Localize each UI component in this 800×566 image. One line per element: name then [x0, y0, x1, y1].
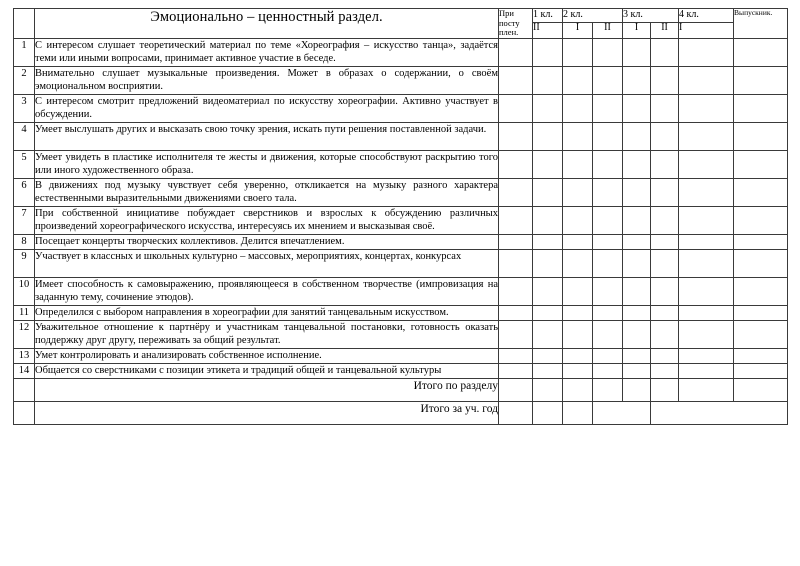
mark-cell-grade4-i[interactable]: [679, 249, 734, 277]
mark-cell-grade1-ii[interactable]: [533, 206, 563, 234]
mark-cell-grade2-i[interactable]: [563, 249, 593, 277]
row-number: 4: [14, 122, 35, 150]
mark-cell-entry[interactable]: [499, 66, 533, 94]
mark-cell-entry[interactable]: [499, 94, 533, 122]
mark-cell-graduate[interactable]: [734, 348, 788, 363]
criterion-text: Определился с выбором направления в хореографии для занятий танцевальным искусством.: [35, 305, 499, 320]
row-number: 11: [14, 305, 35, 320]
mark-cell-grade3-i[interactable]: [623, 249, 651, 277]
mark-cell-graduate[interactable]: [734, 122, 788, 150]
mark-cell-grade4-i[interactable]: [679, 277, 734, 305]
table-row: [14, 150, 788, 178]
header-grade-4: 4 кл.: [679, 9, 734, 23]
mark-cell-grade3-ii[interactable]: [651, 206, 679, 234]
row-number: 7: [14, 206, 35, 234]
mark-cell-grade3-ii[interactable]: [651, 348, 679, 363]
criterion-text: Уважительное отношение к партнёру и участникам танцевальной постановки, готовность оказать поддержку друг другу, переживать за общий результат.: [35, 320, 499, 348]
mark-cell-graduate[interactable]: [734, 206, 788, 234]
mark-cell-grade2-i[interactable]: [563, 378, 593, 401]
row-number: 9: [14, 249, 35, 277]
mark-cell-grade2-ii[interactable]: [593, 122, 623, 150]
mark-cell-graduate[interactable]: [734, 378, 788, 401]
table-row: [14, 348, 788, 363]
mark-cell-entry[interactable]: [499, 122, 533, 150]
assessment-table: [13, 8, 788, 425]
mark-cell-grade3-i[interactable]: [623, 320, 651, 348]
header-entry-label: При посту плен.: [499, 9, 533, 39]
mark-cell-entry[interactable]: [499, 150, 533, 178]
mark-cell-grade2-i[interactable]: [563, 401, 593, 424]
mark-cell-entry[interactable]: [499, 305, 533, 320]
mark-cell-grade2-i[interactable]: [563, 66, 593, 94]
mark-cell-grade3-i[interactable]: [623, 178, 651, 206]
mark-cell-grade2-i[interactable]: [563, 94, 593, 122]
mark-cell-grade1-ii[interactable]: [533, 305, 563, 320]
row-number: 6: [14, 178, 35, 206]
mark-cell-grade1-ii[interactable]: [533, 348, 563, 363]
mark-cell-grade3-i[interactable]: [623, 94, 651, 122]
mark-cell-grade2-i[interactable]: [563, 277, 593, 305]
mark-cell-grade1-ii[interactable]: [533, 122, 563, 150]
mark-cell-grade4-i[interactable]: [679, 320, 734, 348]
mark-cell-grade3-ii[interactable]: [651, 234, 679, 249]
criterion-text: С интересом смотрит предложений видеоматериал по искусству хореографии. Активно участвует в обсуждении.: [35, 94, 499, 122]
mark-cell-grade4-i[interactable]: [679, 363, 734, 378]
mark-cell-grade2-i[interactable]: [563, 348, 593, 363]
mark-cell-grade3-i[interactable]: [623, 38, 651, 66]
mark-cell-entry[interactable]: [499, 363, 533, 378]
mark-cell-grade2-ii[interactable]: [593, 206, 623, 234]
mark-cell-grade3-i[interactable]: [623, 363, 651, 378]
criterion-text: Умеет увидеть в пластике исполнителя те жесты и движения, которые способствуют раскрытию того или иного художественного образа.: [35, 150, 499, 178]
mark-cell-grade1-ii[interactable]: [533, 401, 563, 424]
table-row: [14, 249, 788, 277]
mark-cell-grade1-ii[interactable]: [533, 320, 563, 348]
table-row: [14, 66, 788, 94]
criterion-text: Внимательно слушает музыкальные произведения. Может в образах о содержании, о своём эмоциональном восприятии.: [35, 66, 499, 94]
mark-cell-grade3-i[interactable]: [623, 305, 651, 320]
row-number: 13: [14, 348, 35, 363]
total-row-number: [14, 378, 35, 401]
mark-cell-entry[interactable]: [499, 38, 533, 66]
header-graduate: Выпускник.: [734, 9, 788, 39]
table-row: [14, 206, 788, 234]
criterion-text: Посещает концерты творческих коллективов. Делится впечатлением.: [35, 234, 499, 249]
mark-cell-grade2-i[interactable]: [563, 234, 593, 249]
total-row-number: [14, 401, 35, 424]
row-number: 5: [14, 150, 35, 178]
mark-cell-grade1-ii[interactable]: [533, 150, 563, 178]
mark-cell-grade2-i[interactable]: [563, 206, 593, 234]
criterion-text: При собственной инициативе побуждает сверстников и взрослых к обсуждению различных произведений хореографического искусства, интересуясь их мнением и высказывая своё.: [35, 206, 499, 234]
mark-cell-grade3-ii[interactable]: [651, 66, 679, 94]
mark-cell-graduate[interactable]: [734, 178, 788, 206]
header-grade-1: 1 кл.: [533, 9, 563, 23]
mark-cell-grade2-ii[interactable]: [593, 38, 623, 66]
mark-cell-grade2-ii[interactable]: [593, 348, 623, 363]
mark-cell-grade1-ii[interactable]: [533, 249, 563, 277]
mark-cell-graduate[interactable]: [734, 305, 788, 320]
mark-cell-grade2-i[interactable]: [563, 122, 593, 150]
header-number-corner: [14, 9, 35, 39]
header-grade-2: 2 кл.: [563, 9, 623, 23]
mark-cell-entry[interactable]: [499, 348, 533, 363]
table-row: [14, 178, 788, 206]
table-row: [14, 320, 788, 348]
header-semester-3kl-ii: II: [651, 22, 679, 38]
mark-cell-grade3-i[interactable]: [623, 122, 651, 150]
mark-cell-grade3-i[interactable]: [623, 150, 651, 178]
mark-cell-grade4-i[interactable]: [679, 38, 734, 66]
mark-cell-grade3-ii[interactable]: [651, 277, 679, 305]
mark-cell-grade3-i[interactable]: [623, 206, 651, 234]
mark-cell-graduate[interactable]: [734, 234, 788, 249]
mark-cell-entry[interactable]: [499, 378, 533, 401]
header-semester-1kl-ii: II: [533, 22, 563, 38]
mark-cell-grade3-i[interactable]: [623, 66, 651, 94]
mark-cell-grade2-ii[interactable]: [593, 94, 623, 122]
criterion-text: В движениях под музыку чувствует себя уверенно, откликается на музыку разного характера естественными выразительными движениями своего тала.: [35, 178, 499, 206]
mark-cell-grade2-ii[interactable]: [593, 378, 623, 401]
mark-cell-grade2-i[interactable]: [563, 363, 593, 378]
header-semester-2kl-ii: II: [593, 22, 623, 38]
mark-cell-grade3-ii[interactable]: [651, 150, 679, 178]
mark-cell-grade1-ii[interactable]: [533, 38, 563, 66]
mark-cell-grade4-i[interactable]: [679, 378, 734, 401]
mark-cell-grade2-ii[interactable]: [593, 363, 623, 378]
mark-cell-grade2-i[interactable]: [563, 305, 593, 320]
mark-cell-grade1-ii[interactable]: [533, 234, 563, 249]
mark-cell-grade1-ii[interactable]: [533, 378, 563, 401]
mark-cell-grade3-i[interactable]: [623, 378, 651, 401]
mark-cell-entry[interactable]: [499, 234, 533, 249]
mark-cell-grade4-i[interactable]: [679, 305, 734, 320]
mark-cell-grade3-i[interactable]: [623, 234, 651, 249]
mark-cell-grade3-ii[interactable]: [651, 320, 679, 348]
mark-cell-grade1-ii[interactable]: [533, 363, 563, 378]
mark-cell-grade2-ii[interactable]: [593, 234, 623, 249]
mark-cell-grade1-ii[interactable]: [533, 66, 563, 94]
header-semester-2kl-i: I: [563, 22, 593, 38]
total-label: Итого по разделу: [35, 378, 499, 401]
mark-cell-grade1-ii[interactable]: [533, 178, 563, 206]
mark-cell-grade3-ii[interactable]: [651, 122, 679, 150]
row-number: 2: [14, 66, 35, 94]
mark-cell-entry[interactable]: [499, 249, 533, 277]
mark-cell-grade4-i[interactable]: [679, 206, 734, 234]
mark-cell-grade3-ii[interactable]: [651, 378, 679, 401]
table-row: [14, 38, 788, 66]
mark-cell-graduate[interactable]: [734, 66, 788, 94]
table-row: [14, 305, 788, 320]
criterion-text: Общается со сверстниками с позиции этикета и традиций общей и танцевальной культуры: [35, 363, 499, 378]
total-row: [14, 401, 788, 424]
mark-cell-grade2-i[interactable]: [563, 150, 593, 178]
assessment-sheet: [13, 8, 787, 425]
mark-cell-entry[interactable]: [499, 178, 533, 206]
table-row: [14, 277, 788, 305]
mark-cell-grade2-i[interactable]: [563, 38, 593, 66]
mark-cell-entry[interactable]: [499, 277, 533, 305]
mark-cell-grade4-i[interactable]: [679, 348, 734, 363]
table-row: [14, 363, 788, 378]
mark-cell-grade2-ii[interactable]: [593, 150, 623, 178]
mark-cell-entry[interactable]: [499, 206, 533, 234]
mark-cell-grade4-i[interactable]: [679, 66, 734, 94]
row-number: 8: [14, 234, 35, 249]
mark-cell-grade2-ii[interactable]: [593, 178, 623, 206]
criterion-text: С интересом слушает теоретический материал по теме «Хореография – искусство танца», задаётся теми или иными вопросами, принимает активное участие в беседе.: [35, 38, 499, 66]
mark-cell-graduate[interactable]: [734, 94, 788, 122]
criterion-text: Умеет выслушать других и высказать свою точку зрения, искать пути решения поставленной задачи.: [35, 122, 499, 150]
row-number: 3: [14, 94, 35, 122]
mark-cell-grade3-i[interactable]: [623, 277, 651, 305]
mark-cell-graduate[interactable]: [734, 363, 788, 378]
mark-cell-grade2-i[interactable]: [563, 178, 593, 206]
mark-cell-grade2-ii[interactable]: [593, 66, 623, 94]
mark-cell-grade3-ii[interactable]: [651, 38, 679, 66]
mark-cell-grade4-i[interactable]: [679, 178, 734, 206]
total-label: Итого за уч. год: [35, 401, 499, 424]
row-number: 10: [14, 277, 35, 305]
row-number: 1: [14, 38, 35, 66]
mark-cell-grade3-ii[interactable]: [651, 363, 679, 378]
mark-cell-entry[interactable]: [499, 320, 533, 348]
row-number: 14: [14, 363, 35, 378]
mark-cell-graduate[interactable]: [734, 277, 788, 305]
mark-cell-grade-tail-merged[interactable]: [651, 401, 788, 424]
header-semester-3kl-i: I: [623, 22, 651, 38]
mark-cell-graduate[interactable]: [734, 320, 788, 348]
table-row: [14, 234, 788, 249]
criterion-text: Имеет способность к самовыражению, проявляющееся в собственном творчестве (импровизация на заданную тему, сочинение этюдов).: [35, 277, 499, 305]
mark-cell-grade3-ii[interactable]: [651, 94, 679, 122]
table-row: [14, 94, 788, 122]
total-row: [14, 378, 788, 401]
mark-cell-grade3-ii[interactable]: [651, 305, 679, 320]
mark-cell-grade2-i[interactable]: [563, 320, 593, 348]
mark-cell-grade2-ii[interactable]: [593, 277, 623, 305]
criterion-text: Участвует в классных и школьных культурно – массовых, мероприятиях, концертах, конкурсах: [35, 249, 499, 277]
mark-cell-entry[interactable]: [499, 401, 533, 424]
mark-cell-grade4-i[interactable]: [679, 94, 734, 122]
mark-cell-grade3-ii[interactable]: [651, 178, 679, 206]
mark-cell-grade3-ii[interactable]: [651, 249, 679, 277]
mark-cell-graduate[interactable]: [734, 38, 788, 66]
header-semester-4kl-i: I: [679, 22, 734, 38]
mark-cell-grade4-i[interactable]: [679, 150, 734, 178]
header-grade-3: 3 кл.: [623, 9, 679, 23]
mark-cell-grade2-ii[interactable]: [593, 305, 623, 320]
table-body: [14, 38, 788, 424]
mark-cell-grade2-ii[interactable]: [593, 249, 623, 277]
mark-cell-graduate[interactable]: [734, 249, 788, 277]
mark-cell-graduate[interactable]: [734, 150, 788, 178]
mark-cell-grade1-ii[interactable]: [533, 277, 563, 305]
criterion-text: Умет контролировать и анализировать собственное исполнение.: [35, 348, 499, 363]
table-row: [14, 122, 788, 150]
mark-cell-grade4-i[interactable]: [679, 122, 734, 150]
mark-cell-grade1-ii[interactable]: [533, 94, 563, 122]
row-number: 12: [14, 320, 35, 348]
mark-cell-grade2-ii[interactable]: [593, 320, 623, 348]
header-row-titles: [14, 9, 788, 23]
table-header: [14, 9, 788, 39]
mark-cell-grade2-merged[interactable]: [593, 401, 651, 424]
section-title: Эмоционально – ценностный раздел.: [35, 9, 499, 39]
mark-cell-grade4-i[interactable]: [679, 234, 734, 249]
mark-cell-grade3-i[interactable]: [623, 348, 651, 363]
